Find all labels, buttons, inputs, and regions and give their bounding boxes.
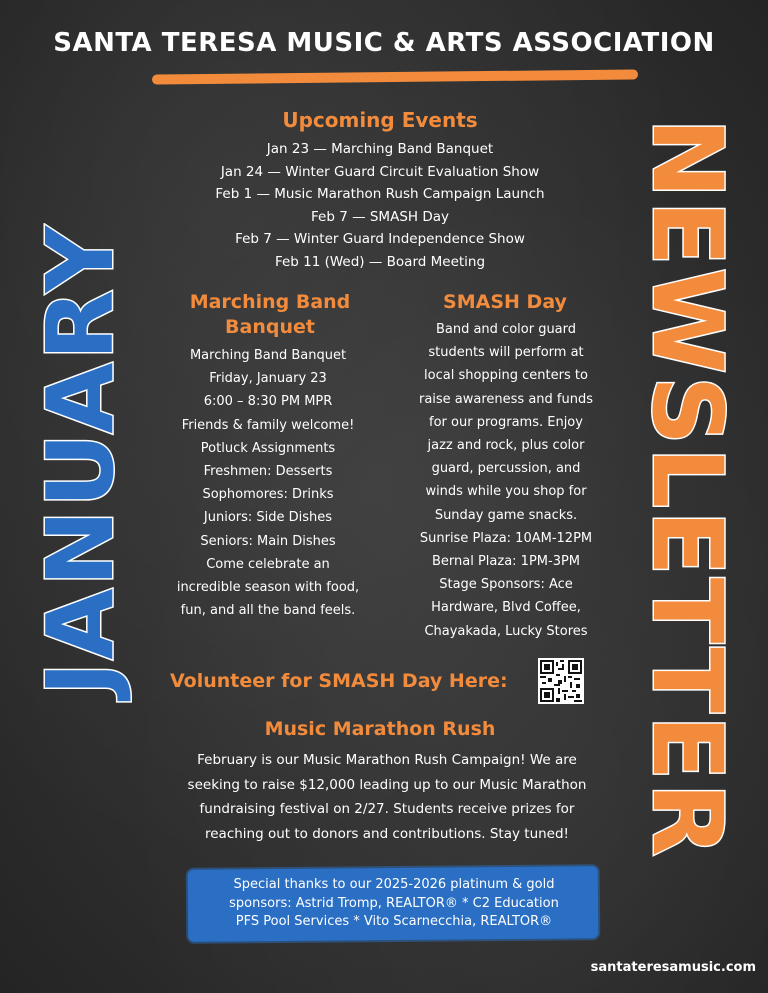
volunteer-qr-code[interactable] — [538, 658, 584, 704]
banquet-line: 6:00 – 8:30 PM MPR — [203, 394, 333, 410]
event-item: Feb 7 — SMASH Day — [311, 208, 449, 225]
upcoming-events-list — [160, 138, 600, 274]
website-link[interactable]: santateresamusic.com — [590, 960, 756, 975]
banquet-details — [150, 344, 386, 622]
banquet-line: Marching Band Banquet — [189, 348, 347, 363]
banquet-line: Friday, January 23 — [209, 371, 327, 387]
header-underline — [152, 69, 638, 84]
banquet-line: Freshmen: Desserts — [203, 464, 333, 480]
banquet-line: Friends & family welcome! — [181, 417, 355, 433]
volunteer-label: Volunteer for SMASH Day Here: — [170, 670, 508, 692]
banquet-line: Potluck Assignments — [200, 440, 336, 456]
banquet-title: Marching Band Banquet — [189, 291, 351, 338]
newsletter-header: SANTA TERESA MUSIC & ARTS ASSOCIATION — [53, 28, 715, 58]
sponsor-text — [196, 876, 592, 932]
event-item: Jan 23 — Marching Band Banquet — [266, 141, 494, 157]
event-item: Feb 1 — Music Marathon Rush Campaign Launch — [215, 186, 545, 203]
event-item: Jan 24 — Winter Guard Circuit Evaluation Show — [220, 163, 540, 180]
sponsor-line: sponsors: Astrid Tromp, REALTOR® * C2 Education — [229, 895, 559, 911]
music-marathon-details — [152, 748, 622, 846]
smash-line: Sunday game snacks. — [434, 507, 578, 523]
upcoming-events-title: Upcoming Events — [282, 108, 478, 132]
newsletter-word: NEWSLETTER — [631, 118, 743, 859]
banquet-line: fun, and all the band feels. — [180, 603, 356, 619]
marathon-line: reaching out to donors and contributions. Stay tuned! — [205, 825, 569, 842]
smash-line: for our programs. Enjoy — [429, 414, 583, 430]
smash-day-details — [398, 318, 614, 643]
smash-line: winds while you shop for — [425, 484, 587, 500]
banquet-line: incredible season with food, — [176, 580, 360, 596]
event-item: Feb 11 (Wed) — Board Meeting — [274, 253, 486, 270]
smash-line: students will perform at — [428, 345, 584, 361]
sponsor-line: PFS Pool Services * Vito Scarnecchia, REALTOR® — [235, 914, 553, 929]
smash-line: Hardware, Blvd Coffee, — [431, 600, 581, 616]
marathon-line: February is our Music Marathon Rush Campaign! We are — [197, 752, 577, 768]
smash-line: raise awareness and funds — [418, 391, 594, 407]
music-marathon-title: Music Marathon Rush — [264, 718, 496, 740]
banquet-line: Juniors: Side Dishes — [203, 510, 333, 526]
smash-line: Sunrise Plaza: 10AM-12PM — [419, 530, 593, 546]
sponsor-line: Special thanks to our 2025-2026 platinum & gold — [233, 877, 555, 892]
banquet-line: Sophomores: Drinks — [202, 487, 334, 503]
smash-line: guard, percussion, and — [431, 461, 581, 477]
event-item: Feb 7 — Winter Guard Independence Show — [235, 231, 525, 248]
banquet-line: Come celebrate an — [206, 556, 330, 572]
smash-line: Band and color guard — [435, 322, 577, 337]
smash-line: jazz and rock, plus color — [427, 438, 585, 454]
marathon-line: seeking to raise $12,000 leading up to our Music Marathon — [187, 776, 587, 793]
smash-line: Chayakada, Lucky Stores — [424, 623, 588, 639]
qr-code-icon — [540, 660, 582, 702]
smash-line: local shopping centers to — [424, 368, 588, 384]
smash-day-title: SMASH Day — [443, 291, 567, 313]
smash-line: Bernal Plaza: 1PM-3PM — [431, 554, 581, 570]
month-word: JANUARY — [27, 224, 134, 696]
smash-line: Stage Sponsors: Ace — [439, 577, 573, 593]
marathon-line: fundraising festival on 2/27. Students receive prizes for — [199, 801, 575, 817]
banquet-line: Seniors: Main Dishes — [200, 533, 336, 549]
